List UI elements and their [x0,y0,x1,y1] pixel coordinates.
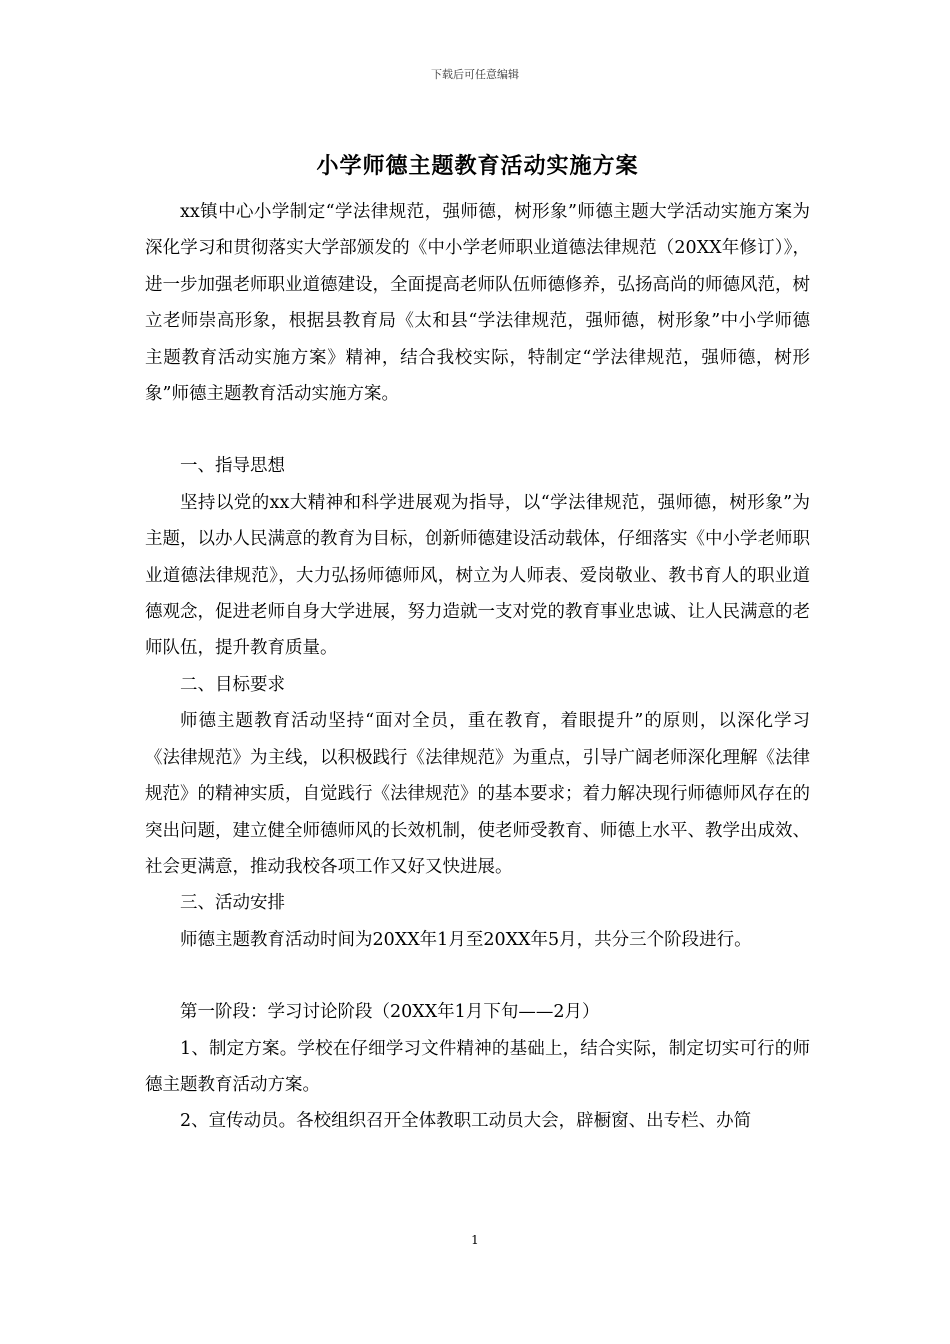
document-title: 小学师德主题教育活动实施方案 [316,153,639,179]
section-text-schedule: 师德主题教育活动时间为20XX年1月至20XX年5月，共分三个阶段进行。 [180,929,752,950]
section-text-goals: 师德主题教育活动坚持“面对全员，重在教育，着眼提升”的原则，以深化学习《法律规范》为主线，以积极践行《法律规范》为重点，引导广阔老师深化理解《法律规范》的精神实质，自觉践行《法律规范》的基本要求；着力解决现行师德师风存在的突出问题，建立健全师德师风的长效机制，使老师受教育、师德上水平、教学出成效、社会更满意，推动我校各项工作又好又快进展。 [145,711,810,877]
intro-paragraph: xx镇中心小学制定“学法律规范，强师德，树形象”师德主题大学活动实施方案为深化学习和贯彻落实大学部颁发的《中小学老师职业道德法律规范（20XX年修订）》，进一步加强老师职业道德建设，全面提高老师队伍师德修养，弘扬高尚的师德风范，树立老师崇高形象，根据县教育局《太和县“学法律规范，强师德，树形象”中小学师德主题教育活动实施方案》精神，结合我校实际，特制定“学法律规范，强师德，树形象”师德主题教育活动实施方案。 [145,202,810,405]
page-header: 下载后可任意编辑 [431,68,519,81]
blank-line [145,412,810,448]
section-heading-guiding-thought: 一、指导思想 [180,456,285,477]
stage1-heading: 第一阶段：学习讨论阶段（20XX年1月下旬——2月） [180,1002,600,1023]
document-body [145,150,810,1140]
section-text-guiding-thought: 坚持以党的xx大精神和科学进展观为指导，以“学法律规范，强师德，树形象”为主题，以办人民满意的教育为目标，创新师德建设活动载体，仔细落实《中小学老师职业道德法律规范》，大力弘扬师德师风，树立为人师表、爱岗敬业、教书育人的职业道德观念，促进老师自身大学进展，努力造就一支对党的教育事业忠诚、让人民满意的老师队伍，提升教育质量。 [145,492,810,659]
stage1-item-1: 1、制定方案。学校在仔细学习文件精神的基础上，结合实际，制定切实可行的师德主题教育活动方案。 [145,1038,810,1095]
stage1-item-2: 2、宣传动员。各校组织召开全体教职工动员大会，辟橱窗、出专栏、办简 [180,1111,752,1132]
section-heading-schedule: 三、活动安排 [180,893,285,914]
page-number: 1 [471,1233,479,1247]
blank-line [145,958,810,994]
section-heading-goals: 二、目标要求 [180,674,285,695]
